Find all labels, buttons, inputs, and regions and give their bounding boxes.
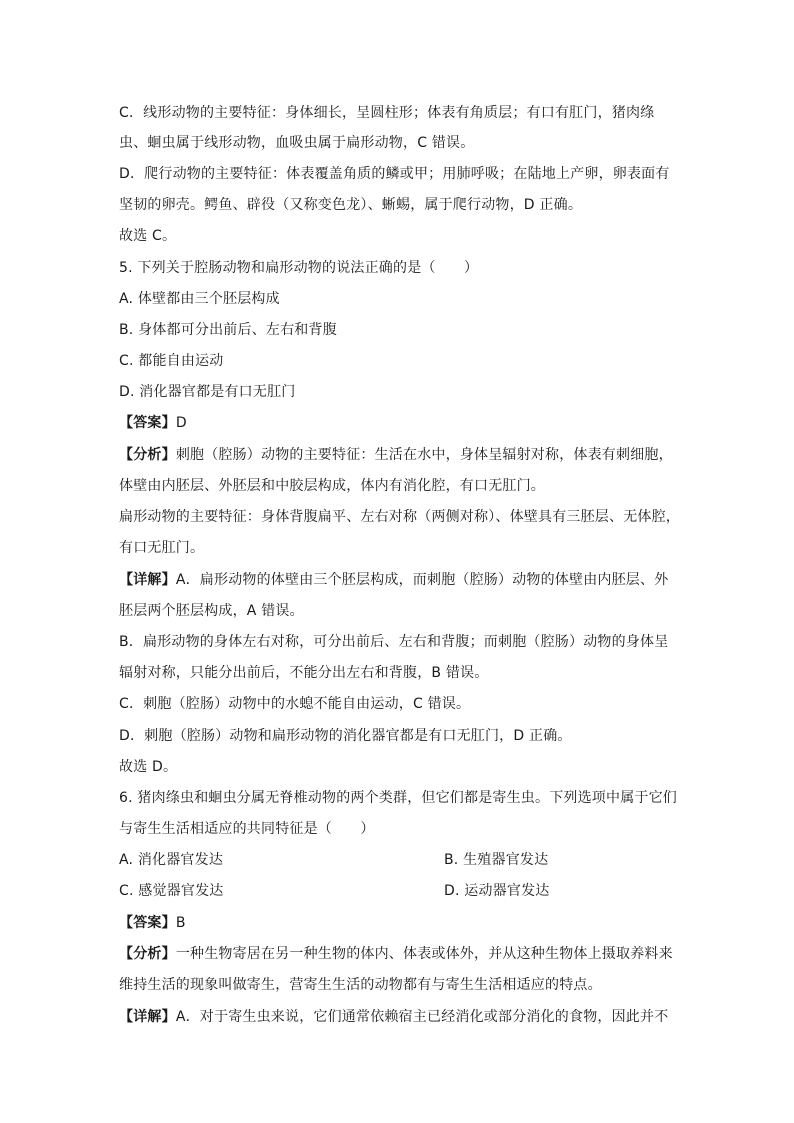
text-line: 坚韧的卵壳。鳄鱼、辟役（又称变色龙）、蜥蜴，属于爬行动物，D 正确。 (119, 197, 583, 213)
text-line: D．刺胞（腔肠）动物和扁形动物的消化器官都是有口无肛门，D 正确。 (119, 728, 572, 744)
question-5-option-c: C. 都能自由运动 (119, 353, 224, 369)
answer-value: B (175, 915, 186, 931)
question-6-stem-cont: 与寄生生活相适应的共同特征是（ ） (119, 821, 375, 837)
explanation-text: A．扁形动物的体壁由三个胚层构成，而刺胞（腔肠）动物的体壁由内胚层、外 (175, 572, 669, 588)
text-line: C．刺胞（腔肠）动物中的水螅不能自由运动，C 错误。 (119, 696, 471, 712)
question-5-option-a: A. 体壁都由三个胚层构成 (119, 291, 280, 307)
text-line: 有口无肛门。 (119, 540, 205, 556)
text-line: C．线形动物的主要特征：身体细长，呈圆柱形；体表有角质层；有口有肛门，猪肉绦 (119, 105, 655, 121)
answer-value: D (175, 415, 187, 431)
question-6-option-c: C. 感觉器官发达 (119, 883, 224, 899)
question-6-option-a: A. 消化器官发达 (119, 852, 224, 868)
explanation-line (119, 1008, 668, 1026)
text-line: 故选 C。 (119, 228, 177, 244)
answer-tag: 【答案】 (119, 415, 176, 431)
analysis-text: 刺胞（腔肠）动物的主要特征：生活在水中，身体呈辐射对称，体表有刺细胞， (175, 447, 673, 463)
question-6-option-b: B. 生殖器官发达 (444, 852, 549, 868)
answer-line (119, 414, 187, 432)
explanation-line (119, 571, 668, 589)
question-5-option-d: D. 消化器官都是有口无肛门 (119, 384, 296, 400)
explanation-tag: 【详解】 (119, 1009, 176, 1025)
text-line: 虫、蛔虫属于线形动物，血吸虫属于扁形动物，C 错误。 (119, 135, 475, 151)
analysis-tag: 【分析】 (119, 447, 176, 463)
answer-tag: 【答案】 (119, 915, 176, 931)
text-line: 故选 D。 (119, 759, 178, 775)
text-line: D．爬行动物的主要特征：体表覆盖角质的鳞或甲；用肺呼吸；在陆地上产卵，卵表面有 (119, 166, 670, 182)
text-line: 体壁由内胚层、外胚层和中胶层构成，体内有消化腔，有口无肛门。 (119, 478, 545, 494)
analysis-line (119, 446, 673, 464)
text-line: 维持生活的现象叫做寄生，营寄生生活的动物都有与寄生生活相适应的特点。 (119, 977, 602, 993)
question-6-option-d: D. 运动器官发达 (444, 883, 550, 899)
answer-line (119, 914, 186, 932)
question-6-stem: 6. 猪肉绦虫和蛔虫分属无脊椎动物的两个类群，但它们都是寄生虫。下列选项中属于它们 (119, 790, 678, 806)
question-5-stem: 5. 下列关于腔肠动物和扁形动物的说法正确的是（ ） (119, 260, 479, 276)
analysis-tag: 【分析】 (119, 946, 176, 962)
text-line: 扁形动物的主要特征：身体背腹扁平、左右对称（两侧对称）、体壁具有三胚层、无体腔， (119, 509, 680, 525)
analysis-text: 一种生物寄居在另一种生物的体内、体表或体外，并从这种生物体上摄取养料来 (175, 946, 673, 962)
question-5-option-b: B. 身体都可分出前后、左右和背腹 (119, 322, 337, 338)
text-line: B．扁形动物的身体左右对称，可分出前后、左右和背腹；而刺胞（腔肠）动物的身体呈 (119, 634, 669, 650)
explanation-tag: 【详解】 (119, 572, 176, 588)
explanation-text: A．对于寄生虫来说，它们通常依赖宿主已经消化或部分消化的食物，因此并不 (175, 1009, 669, 1025)
text-line: 胚层两个胚层构成，A 错误。 (119, 603, 304, 619)
text-line: 辐射对称，只能分出前后，不能分出左右和背腹，B 错误。 (119, 665, 489, 681)
analysis-line (119, 945, 673, 963)
